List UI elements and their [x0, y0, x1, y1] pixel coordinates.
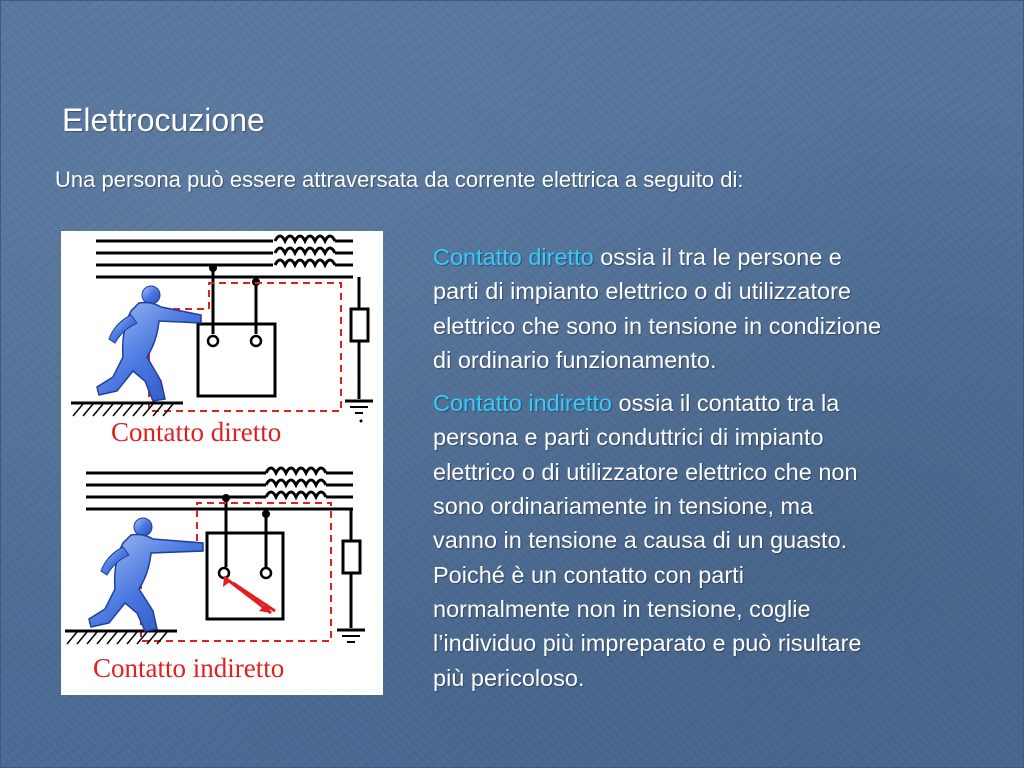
body-text: [433, 240, 993, 695]
text-line: elettrico che sono in tensione in condizione: [433, 312, 882, 339]
direct-contact-panel: [71, 236, 373, 447]
paragraph-indirect-contact: [433, 386, 993, 695]
text-line: ossia il tra le persone e: [593, 244, 842, 270]
term-direct-contact: Contatto diretto: [433, 244, 594, 270]
person-figure-bottom: [89, 518, 203, 631]
text-line: persona e parti conduttrici di impianto: [433, 424, 824, 451]
text-line: l’individuo più impreparato e può risultare: [433, 630, 862, 657]
electrocution-diagram: [61, 231, 383, 695]
slide-title: Elettrocuzione: [62, 102, 265, 138]
text-line: elettrico o di utilizzatore elettrico che non: [433, 458, 858, 485]
text-line: più pericoloso.: [433, 664, 585, 691]
indirect-contact-panel: [65, 468, 365, 683]
caption-indirect-contact: Contatto indiretto: [93, 653, 285, 683]
text-line: vanno in tensione a causa di un guasto.: [433, 527, 848, 554]
text-line: Poiché è un contatto con parti: [433, 561, 744, 588]
caption-direct-contact: Contatto diretto: [111, 417, 282, 447]
text-line: normalmente non in tensione, coglie: [433, 595, 811, 622]
paragraph-direct-contact: [433, 240, 993, 377]
text-line: parti di impianto elettrico o di utilizzatore: [433, 278, 851, 305]
slide-subtitle: Una persona può essere attraversata da corrente elettrica a seguito di:: [55, 167, 744, 192]
text-line: di ordinario funzionamento.: [433, 346, 717, 373]
term-indirect-contact: Contatto indiretto: [433, 390, 612, 417]
text-line: sono ordinariamente in tensione, ma: [433, 493, 814, 520]
person-figure-top: [97, 286, 201, 401]
text-line: ossia il contatto tra la: [611, 390, 840, 417]
